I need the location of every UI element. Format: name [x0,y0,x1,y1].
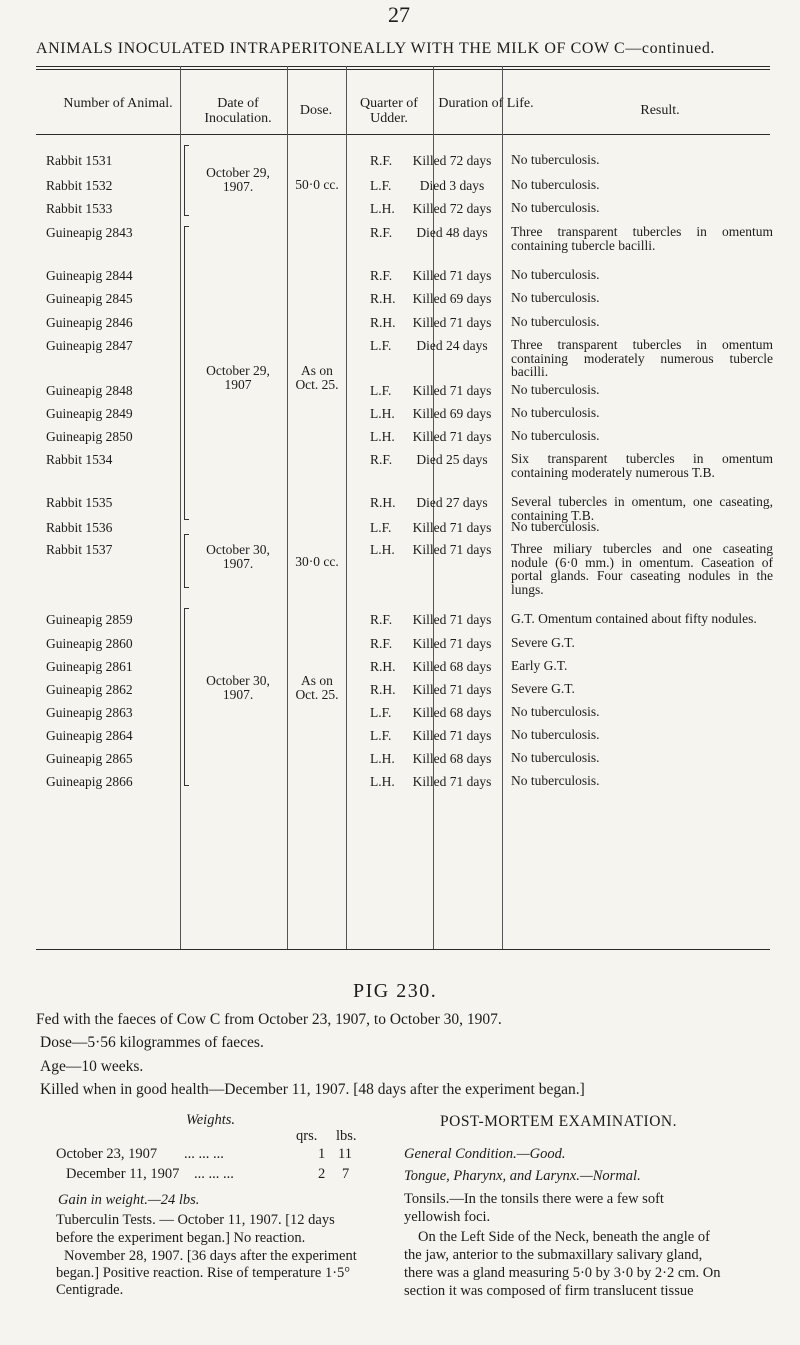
cell-animal: Rabbit 1532 [46,178,113,193]
cell-animal: Guineapig 2848 [46,383,133,398]
cell-animal: Guineapig 2850 [46,429,133,444]
cell-animal: Guineapig 2843 [46,225,133,240]
group-brace [184,226,189,520]
postmortem-line: General Condition.—Good. [404,1146,566,1162]
postmortem-line: Tongue, Pharynx, and Larynx.—Normal. [404,1168,641,1184]
cell-result: Six transparent tubercles in omentum containing moderately numerous T.B. [511,451,773,480]
weight-row-label: December 11, 1907 [66,1166,180,1182]
cell-quarter: R.F. [370,452,393,467]
cell-animal: Rabbit 1533 [46,201,113,216]
page-header: ANIMALS INOCULATED INTRAPERITONEALLY WITH THE MILK OF COW C—continued. [36,40,716,57]
tuberculin-line: Tuberculin Tests. — October 11, 1907. [12 days [56,1212,335,1228]
cell-duration: Died 27 days [416,495,488,510]
page-number: 27 [388,2,410,27]
cell-animal: Guineapig 2844 [46,268,133,283]
cell-result: Early G.T. [511,658,568,673]
cell-result: No tuberculosis. [511,177,600,192]
cell-animal: Guineapig 2847 [46,338,133,353]
col-header-duration: Duration of Life. [438,96,534,111]
cell-animal: Guineapig 2860 [46,636,133,651]
killed-line: Killed when in good health—December 11, 1907. [48 days after the experiment began.] [40,1081,585,1098]
cell-animal: Rabbit 1536 [46,520,113,535]
cell-result: No tuberculosis. [511,314,600,329]
weight-row-qrs: 1 [318,1146,326,1162]
col-header-animal: Number of Animal. [63,96,173,111]
cell-duration: Killed 71 days [412,636,492,651]
cell-duration: Killed 71 days [412,429,492,444]
cell-quarter: R.F. [370,268,393,283]
cell-animal: Rabbit 1537 [46,542,113,557]
cell-duration: Killed 71 days [412,728,492,743]
cell-result: No tuberculosis. [511,405,600,420]
cell-quarter: L.F. [370,383,392,398]
cell-animal: Guineapig 2863 [46,705,133,720]
cell-duration: Killed 71 days [412,315,492,330]
dose-line: Dose—5·56 kilogrammes of faeces. [40,1034,264,1051]
header-bottom-rule [36,134,770,135]
cell-animal: Guineapig 2861 [46,659,133,674]
cell-animal: Guineapig 2859 [46,612,133,627]
group-brace [184,145,189,216]
cell-quarter: R.F. [370,636,393,651]
column-divider [346,66,347,949]
group-dose: 50·0 cc. [295,177,339,192]
cell-result: No tuberculosis. [511,267,600,282]
cell-quarter: R.F. [370,612,393,627]
cell-result: G.T. Omentum contained about fifty nodules. [511,611,757,626]
cell-quarter: L.H. [370,542,395,557]
cell-duration: Killed 69 days [412,291,492,306]
group-date-year: 1907. [222,556,254,571]
cell-duration: Killed 71 days [412,774,492,789]
group-date-year: 1907. [222,179,254,194]
group-dose-ref: Oct. 25. [295,687,339,702]
cell-animal: Rabbit 1535 [46,495,113,510]
fed-line: Fed with the faeces of Cow C from October 23, 1907, to October 30, 1907. [36,1011,502,1028]
cell-quarter: R.H. [370,291,396,306]
group-date-year: 1907 [224,377,252,392]
column-divider [180,66,181,949]
cell-animal: Guineapig 2849 [46,406,133,421]
cell-result: No tuberculosis. [511,704,600,719]
cell-quarter: R.F. [370,153,393,168]
cell-duration: Killed 68 days [412,751,492,766]
age-line: Age—10 weeks. [40,1058,144,1075]
group-date: October 30, [206,542,270,557]
column-divider [287,66,288,949]
cell-duration: Killed 71 days [412,383,492,398]
cell-duration: Killed 68 days [412,659,492,674]
cell-animal: Rabbit 1534 [46,452,113,467]
col-header-result: Result. [640,103,680,118]
cell-duration: Killed 71 days [412,520,492,535]
postmortem-line: Tonsils.—In the tonsils there were a few soft [404,1191,664,1207]
group-brace [184,608,189,786]
cell-quarter: L.F. [370,178,392,193]
cell-quarter: R.H. [370,659,396,674]
group-date-year: 1907. [222,687,254,702]
weight-row-dots: ... ... ... [194,1166,234,1182]
weight-row-label: October 23, 1907 [56,1146,158,1162]
cell-quarter: L.F. [370,728,392,743]
cell-duration: Died 48 days [416,225,488,240]
group-date: October 29, [206,165,270,180]
cell-duration: Died 3 days [419,178,485,193]
table-top-rule [36,66,770,67]
weight-row-dots: ... ... ... [184,1146,224,1162]
cell-duration: Killed 72 days [412,201,492,216]
tuberculin-line: November 28, 1907. [36 days after the experiment [64,1248,357,1264]
cell-result: Three transparent tubercles in omentum containing moderately numerous tubercle bacilli. [511,337,773,379]
cell-result: No tuberculosis. [511,382,600,397]
cell-duration: Killed 71 days [412,542,492,557]
group-dose-ref: Oct. 25. [295,377,339,392]
weight-row-lbs: 11 [338,1146,352,1162]
cell-duration: Died 24 days [416,338,488,353]
cell-result: No tuberculosis. [511,519,600,534]
group-date: October 30, [206,673,270,688]
cell-duration: Killed 71 days [412,268,492,283]
cell-quarter: R.H. [370,495,396,510]
weight-row-lbs: 7 [342,1166,350,1182]
cell-quarter: R.H. [370,682,396,697]
cell-duration: Killed 68 days [412,705,492,720]
col-header-dose: Dose. [299,103,333,118]
weights-title: Weights. [186,1112,236,1128]
postmortem-line: On the Left Side of the Neck, beneath the angle of [418,1229,710,1245]
cell-duration: Killed 72 days [412,153,492,168]
tuberculin-line: began.] Positive reaction. Rise of temperature 1·5° [56,1265,351,1281]
cell-quarter: L.F. [370,705,392,720]
cell-quarter: R.H. [370,315,396,330]
gain-line: Gain in weight.—24 lbs. [58,1192,200,1208]
section-title: PIG 230. [353,980,438,1002]
cell-animal: Guineapig 2866 [46,774,133,789]
cell-animal: Guineapig 2865 [46,751,133,766]
group-dose: 30·0 cc. [295,554,339,569]
cell-result: No tuberculosis. [511,152,600,167]
cell-result: Severe G.T. [511,681,575,696]
group-dose: As on [301,363,333,378]
cell-result: No tuberculosis. [511,727,600,742]
cell-animal: Guineapig 2845 [46,291,133,306]
cell-result: Three miliary tubercles and one caseating nodule (6·0 mm.) in omentum. Caseation of portal glands. Four caseating nodules in the lungs. [511,541,773,597]
table-bottom-rule [36,949,770,950]
cell-result: No tuberculosis. [511,200,600,215]
cell-result: No tuberculosis. [511,290,600,305]
table-top-rule-2 [36,69,770,70]
cell-quarter: L.H. [370,201,395,216]
weight-row-qrs: 2 [318,1166,326,1182]
cell-quarter: R.F. [370,225,393,240]
group-brace [184,534,189,588]
cell-duration: Killed 71 days [412,682,492,697]
weights-unit-lbs: lbs. [336,1128,357,1144]
cell-result: Three transparent tubercles in omentum containing tubercle bacilli. [511,224,773,253]
group-dose: As on [301,673,333,688]
cell-quarter: L.F. [370,338,392,353]
postmortem-title: POST-MORTEM EXAMINATION. [440,1113,677,1130]
cell-quarter: L.H. [370,774,395,789]
postmortem-line: yellowish foci. [404,1209,491,1225]
postmortem-line: there was a gland measuring 5·0 by 3·0 by 2·2 cm. On [404,1265,721,1281]
cell-animal: Guineapig 2846 [46,315,133,330]
cell-result: No tuberculosis. [511,428,600,443]
cell-animal: Guineapig 2864 [46,728,133,743]
tuberculin-line: before the experiment began.] No reaction. [56,1230,306,1246]
cell-quarter: L.H. [370,406,395,421]
cell-duration: Killed 69 days [412,406,492,421]
col-header-date: Date of Inoculation. [204,96,272,126]
cell-duration: Died 25 days [416,452,488,467]
group-date: October 29, [206,363,270,378]
cell-result: Severe G.T. [511,635,575,650]
cell-quarter: L.F. [370,520,392,535]
cell-result: Several tubercles in omentum, one caseating, containing T.B. [511,494,773,523]
postmortem-line: the jaw, anterior to the submaxillary salivary gland, [404,1247,703,1263]
cell-quarter: L.H. [370,429,395,444]
cell-animal: Rabbit 1531 [46,153,113,168]
cell-animal: Guineapig 2862 [46,682,133,697]
cell-duration: Killed 71 days [412,612,492,627]
cell-result: No tuberculosis. [511,773,600,788]
weights-unit-qrs: qrs. [296,1128,318,1144]
tuberculin-line: Centigrade. [56,1282,124,1298]
col-header-quarter: Quarter of Udder. [360,96,418,126]
cell-result: No tuberculosis. [511,750,600,765]
postmortem-line: section it was composed of firm translucent tissue [404,1283,694,1299]
cell-quarter: L.H. [370,751,395,766]
